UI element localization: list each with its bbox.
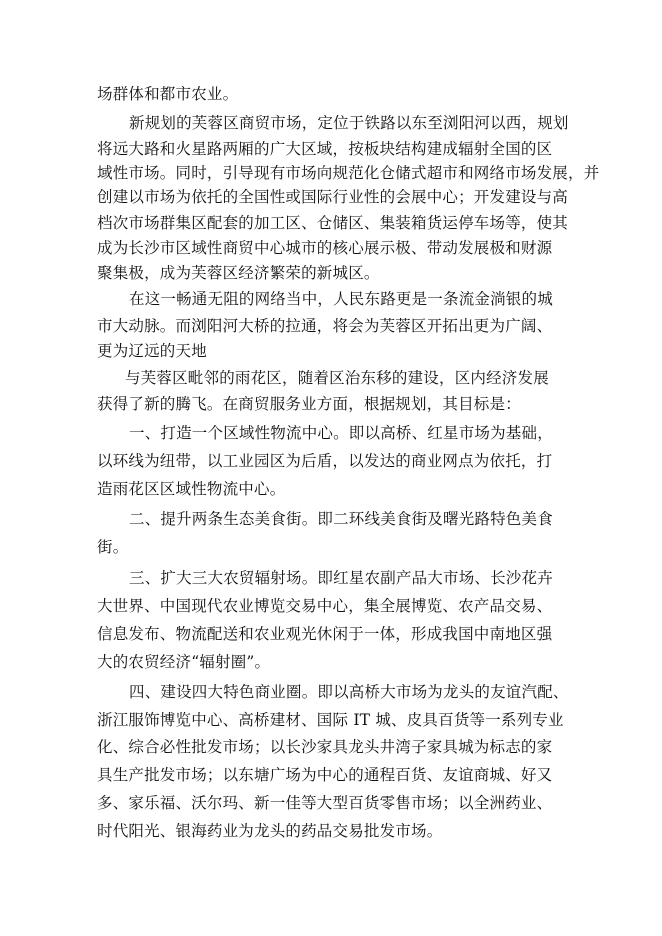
text-line: 浙江服饰博览中心、高桥建材、国际 IT 城、皮具百货等一系列专业 — [97, 711, 564, 729]
text-line: 多、家乐福、沃尔玛、新一佳等大型百货零售市场；以全洲药业、 — [97, 794, 553, 812]
text-line: 大世界、中国现代农业博览交易中心，集全展博览、农产品交易、 — [97, 597, 553, 615]
text-line: 以环线为纽带，以工业园区为后盾，以发达的商业网点为依托，打 — [97, 452, 553, 470]
text-line: 二、提升两条生态美食街。即二环线美食街及曙光路特色美食 — [129, 510, 553, 528]
text-line: 造雨花区区域性物流中心。 — [97, 480, 286, 498]
text-line: 四、建设四大特色商业圈。即以高桥大市场为龙头的友谊汽配、 — [129, 683, 569, 701]
text-line: 创建以市场为依托的全国性或国际行业性的会展中心；开发建设与高 — [97, 188, 569, 206]
text-line: 信息发布、物流配送和农业观光休闲于一体，形成我国中南地区强 — [97, 625, 553, 643]
text-line: 聚集极，成为芙蓉区经济繁荣的新城区。 — [97, 264, 380, 282]
text-line: 化、综合必性批发市场；以长沙家具龙头井湾子家具城为标志的家 — [97, 738, 553, 756]
text-line: 时代阳光、银海药业为龙头的药品交易批发市场。 — [97, 822, 443, 840]
text-line: 具生产批发市场；以东塘广场为中心的通程百货、友谊商城、好又 — [97, 766, 553, 784]
text-line: 在这一畅通无阻的网络当中，人民东路更是一条流金淌银的城 — [129, 290, 553, 308]
text-line: 域性市场。同时，引导现有市场向规范化仓储式超市和网络市场发展，并 — [97, 164, 600, 182]
text-line: 一、打造一个区域性物流中心。即以高桥、红星市场为基础， — [129, 424, 553, 442]
text-line: 档次市场群集区配套的加工区、仓储区、集装箱货运停车场等，使其 — [97, 214, 569, 232]
text-line: 市大动脉。而浏阳河大桥的拉通，将会为芙蓉区开拓出更为广阔、 — [97, 317, 553, 335]
text-line: 更为辽远的天地 — [97, 342, 207, 360]
text-line: 三、扩大三大农贸辐射场。即红星农副产品大市场、长沙花卉 — [129, 569, 553, 587]
text-line: 场群体和都市农业。 — [97, 85, 239, 103]
text-line: 大的农贸经济“辐射圈”。 — [97, 653, 271, 671]
text-line: 获得了新的腾飞。在商贸服务业方面，根据规划，其目标是： — [97, 395, 521, 413]
text-line: 将远大路和火星路两厢的广大区域，按板块结构建成辐射全国的区 — [97, 140, 553, 158]
text-line: 与芙蓉区毗邻的雨花区，随着区治东移的建设，区内经济发展 — [125, 369, 549, 387]
text-line: 新规划的芙蓉区商贸市场，定位于铁路以东至浏阳河以西，规划 — [129, 114, 569, 132]
text-line: 成为长沙市区域性商贸中心城市的核心展示极、带动发展极和财源 — [97, 239, 553, 257]
text-line: 街。 — [97, 538, 129, 556]
